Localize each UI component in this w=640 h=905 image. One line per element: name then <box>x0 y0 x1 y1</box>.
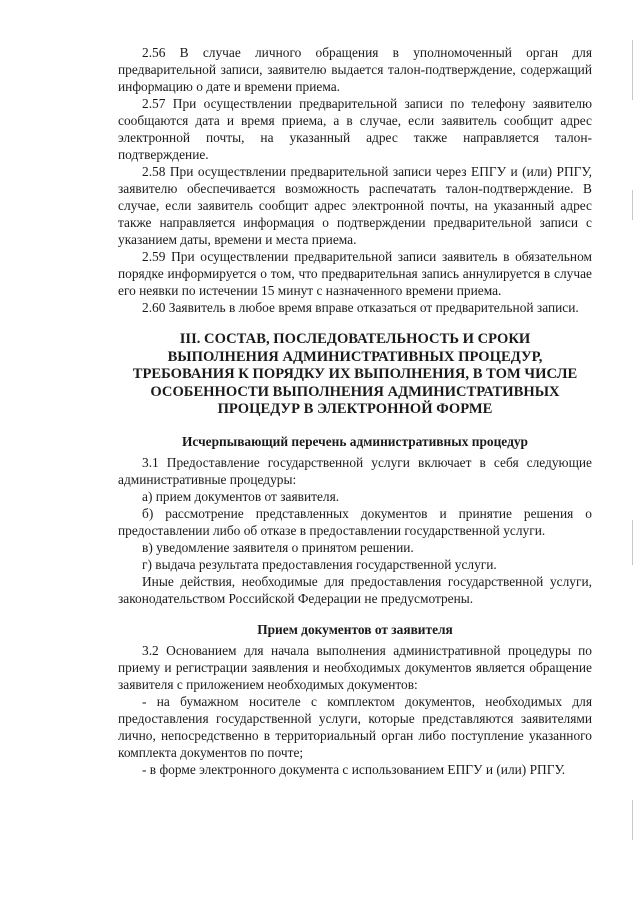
paragraph-2-60: 2.60 Заявитель в любое время вправе отказаться от предварительной записи. <box>142 300 579 315</box>
list-item-b: б) рассмотрение представленных документов и принятие решения о предоставлении либо об отказе в предоставлении государственной услуги. <box>118 505 592 538</box>
list-item-a: а) прием документов от заявителя. <box>142 488 340 504</box>
paragraph-2-56: 2.56 В случае личного обращения в уполномоченный орган для предварительной записи, заявителю выдается талон-подтверждение, содержащий информацию о дате и времени приема. <box>118 45 592 94</box>
scan-edge-mark <box>632 520 633 565</box>
paragraph-3-2: 3.2 Основанием для начала выполнения административной процедуры по приему и регистрации заявления и необходимых документов является обращение заявителя с приложением необходимых документов: <box>118 642 592 692</box>
subheading-procedures-list: Исчерпывающий перечень административных процедур <box>181 433 528 449</box>
scan-edge-mark <box>632 800 633 840</box>
bullet-paper: - на бумажном носителе с комплектом документов, необходимых для предоставления государственной услуги, которые представляются заявителями лично, непосредственно в территориальный орган либо поступление указанного комплекта документов по почте; <box>118 693 592 760</box>
bullet-electronic: - в форме электронного документа с использованием ЕПГУ и (или) РПГУ. <box>142 761 566 777</box>
list-item-v: в) уведомление заявителя о принятом решении. <box>142 539 414 555</box>
scan-edge-mark <box>632 40 633 100</box>
page-content <box>118 44 592 778</box>
section-heading: III. СОСТАВ, ПОСЛЕДОВАТЕЛЬНОСТЬ И СРОКИ ВЫПОЛНЕНИЯ АДМИНИСТРАТИВНЫХ ПРОЦЕДУР, ТРЕБОВАНИЯ К ПОРЯДКУ ИХ ВЫПОЛНЕНИЯ, В ТОМ ЧИСЛЕ ОСОБЕННОСТИ ВЫПОЛНЕНИЯ АДМИНИСТРАТИВНЫХ ПРОЦЕДУР В ЭЛЕКТРОННОЙ ФОРМЕ <box>132 331 578 417</box>
list-item-g: г) выдача результата предоставления государственной услуги. <box>142 556 497 572</box>
paragraph-3-1: 3.1 Предоставление государственной услуги включает в себя следующие административные процедуры: <box>118 454 592 487</box>
subheading-document-reception: Прием документов от заявителя <box>257 621 453 637</box>
scan-edge-marks <box>626 0 636 905</box>
scan-edge-mark <box>632 190 633 220</box>
paragraph-2-57: 2.57 При осуществлении предварительной записи по телефону заявителю сообщаются дата и время приема, а в случае, если заявитель сообщит адрес электронной почты, на указанный адрес также направляется талон-подтверждение. <box>118 96 592 162</box>
paragraph-2-59: 2.59 При осуществлении предварительной записи заявитель в обязательном порядке информируется о том, что предварительная запись аннулируется в случае его неявки по истечении 15 минут с назначенного времени приема. <box>118 249 592 298</box>
paragraph-2-58: 2.58 При осуществлении предварительной записи через ЕПГУ и (или) РПГУ, заявителю обеспечивается возможность распечатать талон-подтверждение. В случае, если заявитель сообщит адрес электронной почты, на указанный адрес также направляется информация о подтверждении предварительной записи с указанием даты, времени и места приема. <box>118 164 592 247</box>
paragraph-other-actions: Иные действия, необходимые для предоставления государственной услуги, законодательством Российской Федерации не предусмотрены. <box>118 573 592 606</box>
